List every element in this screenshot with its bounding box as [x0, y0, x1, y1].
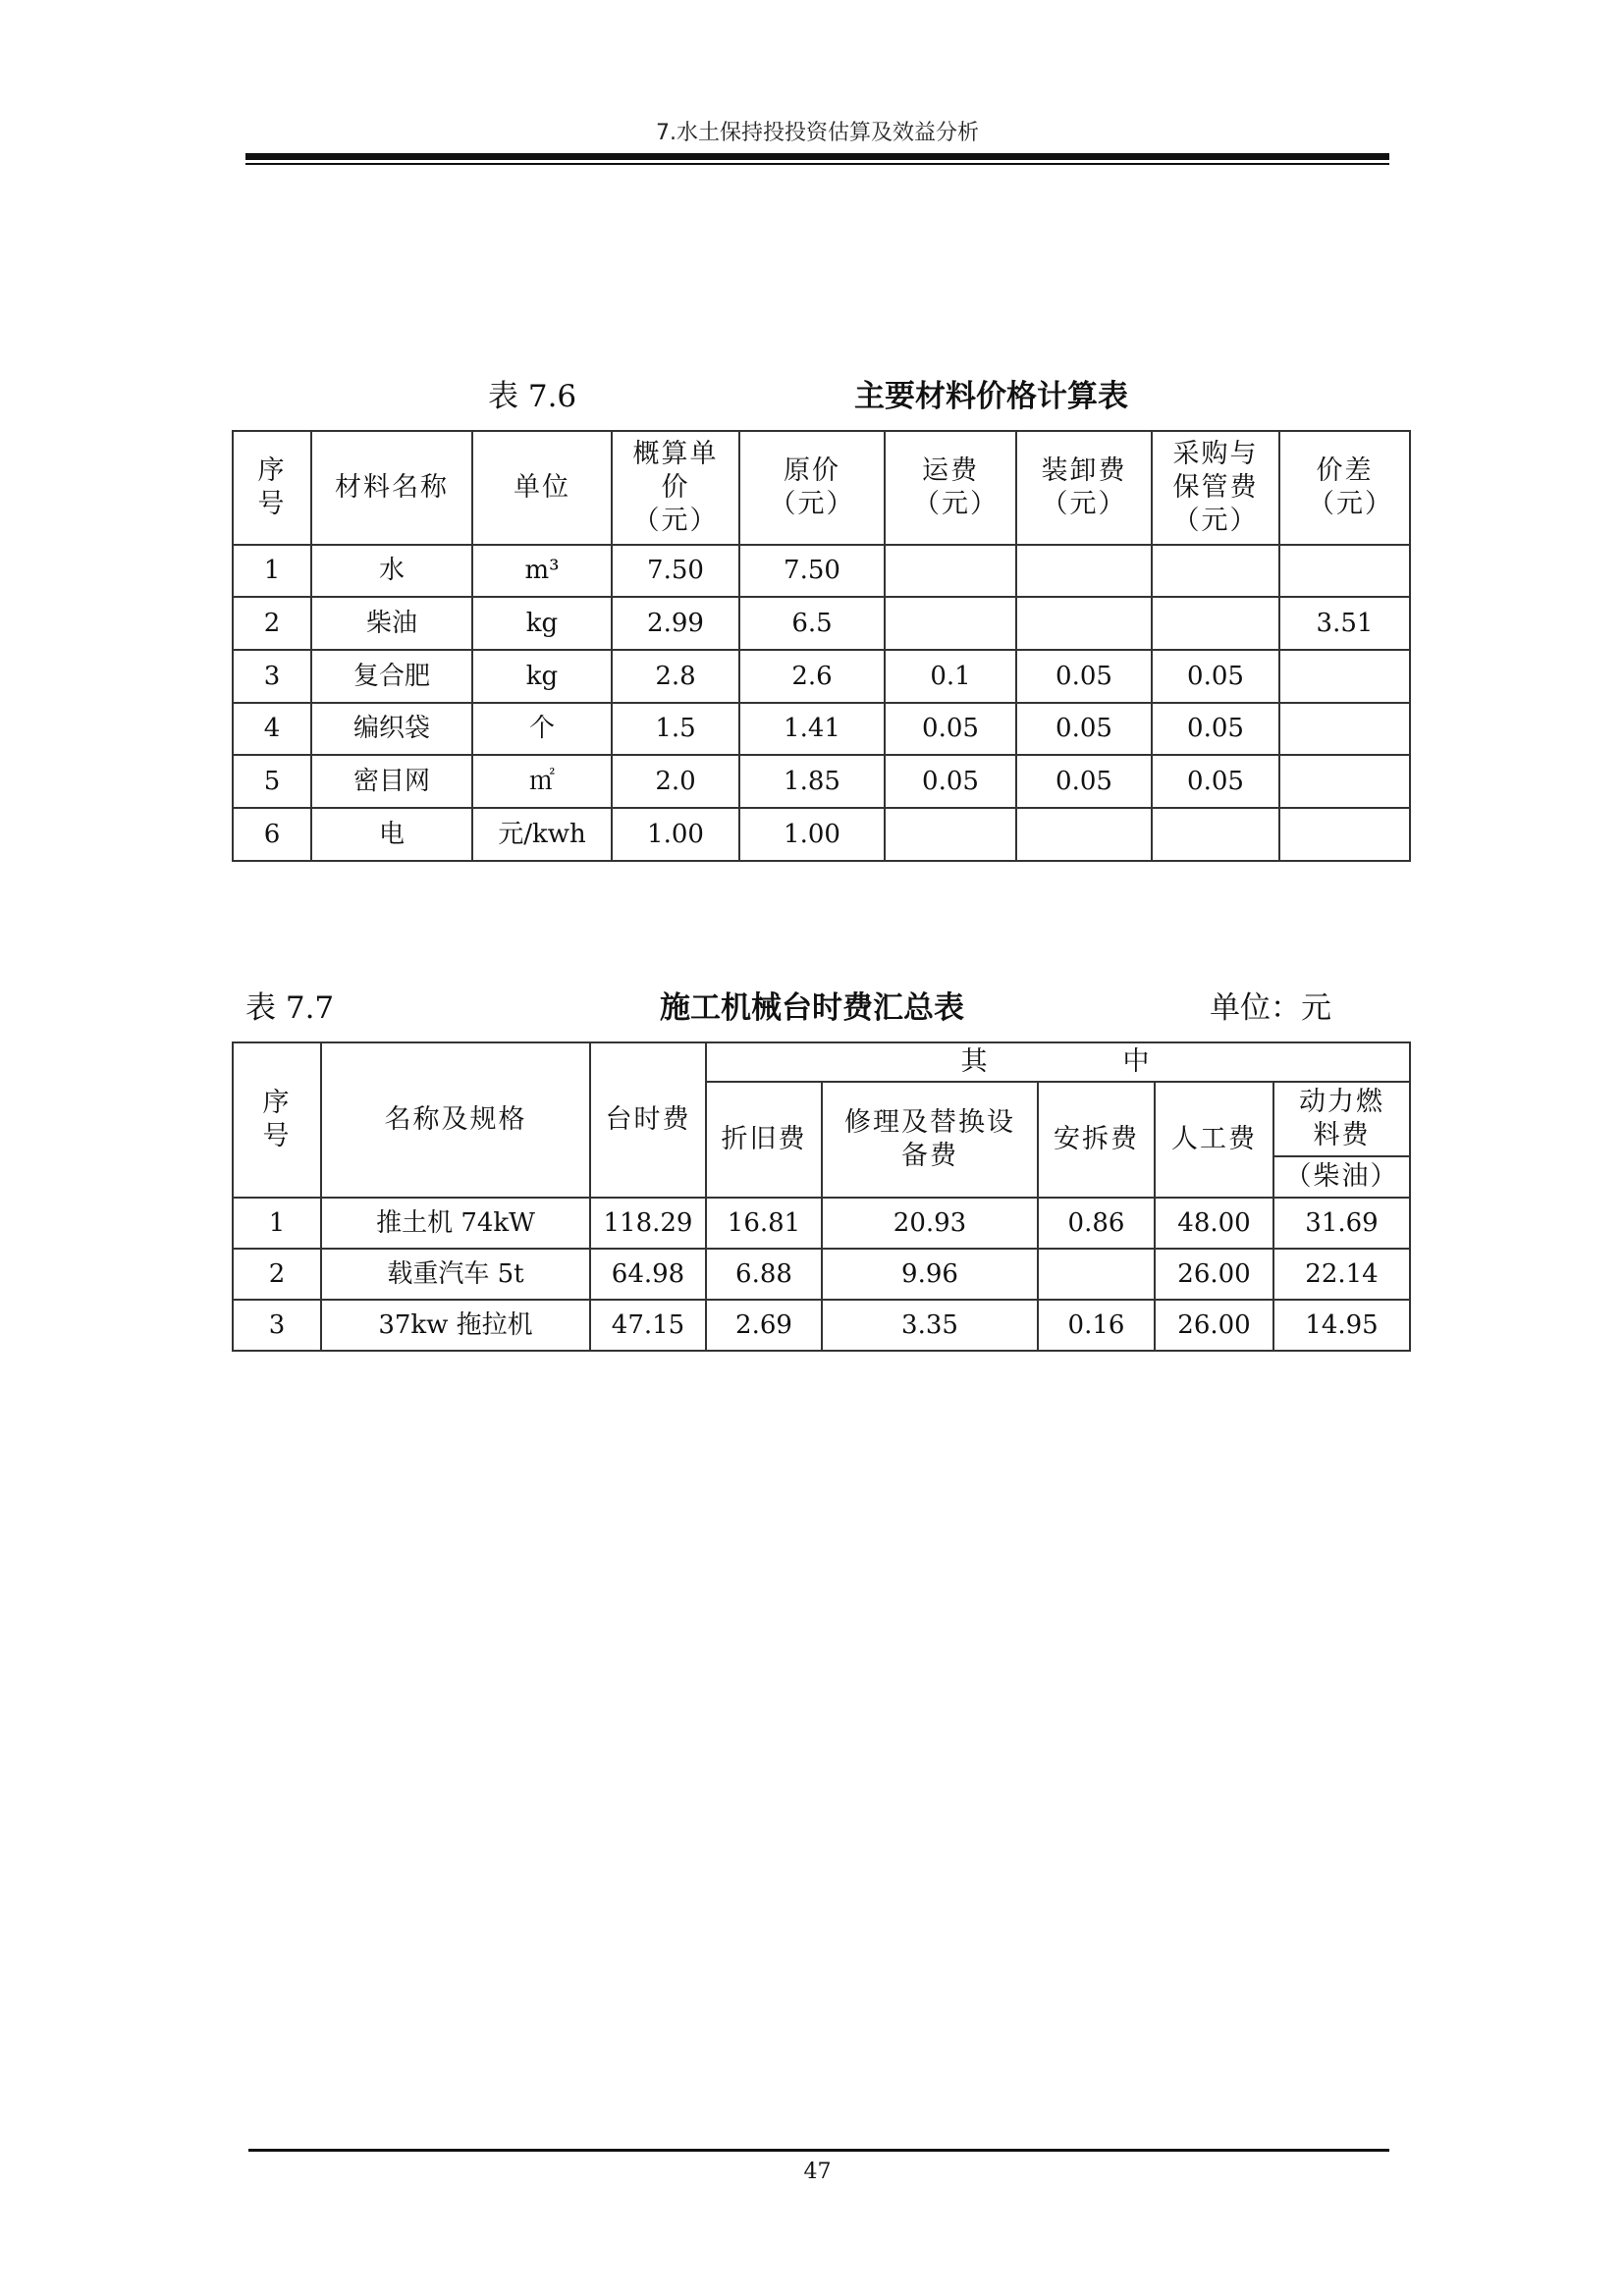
- table76-header-cell: 序号: [233, 431, 311, 545]
- table-cell: 0.1: [885, 650, 1016, 703]
- table-cell: 47.15: [590, 1300, 706, 1351]
- table-cell: 2.69: [706, 1300, 822, 1351]
- table-cell: kg: [472, 650, 612, 703]
- table-cell: 3: [233, 650, 311, 703]
- table-cell: kg: [472, 597, 612, 650]
- table77-header-cell: 修理及替换设备费: [822, 1082, 1038, 1198]
- table-row: [233, 650, 1410, 703]
- table77: [232, 1041, 1411, 1352]
- table-cell: [885, 808, 1016, 861]
- table77-header-cell: （柴油）: [1273, 1156, 1410, 1198]
- table76-header-cell: 原价（元）: [739, 431, 885, 545]
- table-cell: [885, 597, 1016, 650]
- table77-title: 施工机械台时费汇总表: [660, 990, 964, 1026]
- table-cell: 1: [233, 545, 311, 597]
- table76-title: 主要材料价格计算表: [854, 379, 1128, 414]
- table-cell: 2.6: [739, 650, 885, 703]
- table-cell: [1279, 808, 1410, 861]
- table-cell: 0.16: [1038, 1300, 1155, 1351]
- table77-header-cell: 折旧费: [706, 1082, 822, 1198]
- table-cell: 密目网: [311, 755, 472, 808]
- table-cell: 1.00: [612, 808, 739, 861]
- footer-rule: [248, 2149, 1389, 2152]
- table76-header-row: [233, 431, 1410, 545]
- table77-header-cell: 名称及规格: [321, 1042, 590, 1198]
- table76-header-cell: 材料名称: [311, 431, 472, 545]
- table-cell: 0.05: [1016, 650, 1152, 703]
- table76-header-cell: 装卸费（元）: [1016, 431, 1152, 545]
- table-cell: 0.05: [1152, 650, 1279, 703]
- table-cell: [1152, 808, 1279, 861]
- table-cell: 0.05: [1016, 703, 1152, 755]
- table-cell: [1152, 545, 1279, 597]
- table77-label: 表 7.7: [245, 990, 335, 1026]
- table-cell: 2: [233, 597, 311, 650]
- table-cell: 2: [233, 1249, 321, 1300]
- table-cell: 2.0: [612, 755, 739, 808]
- table-cell: [1279, 703, 1410, 755]
- table77-header-cell: 动力燃料费: [1273, 1082, 1410, 1156]
- table-row: [233, 597, 1410, 650]
- table-cell: 14.95: [1273, 1300, 1410, 1351]
- table-cell: 3: [233, 1300, 321, 1351]
- table77-header-cell: 序号: [233, 1042, 321, 1198]
- table-cell: 6.88: [706, 1249, 822, 1300]
- table-cell: 元/kwh: [472, 808, 612, 861]
- table76-header-cell: 运费（元）: [885, 431, 1016, 545]
- table77-unit: 单位：元: [1210, 990, 1331, 1026]
- table77-header-row: [233, 1042, 1410, 1082]
- table-row: [233, 755, 1410, 808]
- page-number: 47: [803, 2160, 832, 2184]
- table-cell: 37kw 拖拉机: [321, 1300, 590, 1351]
- table77-header-cell: 安拆费: [1038, 1082, 1155, 1198]
- table-cell: 7.50: [739, 545, 885, 597]
- table-cell: 26.00: [1155, 1249, 1273, 1300]
- table-cell: 48.00: [1155, 1198, 1273, 1249]
- table-cell: 9.96: [822, 1249, 1038, 1300]
- table-cell: [1016, 597, 1152, 650]
- table76-header-cell: 单位: [472, 431, 612, 545]
- table-cell: 复合肥: [311, 650, 472, 703]
- table-cell: 水: [311, 545, 472, 597]
- table-row: [233, 808, 1410, 861]
- table-cell: 1.5: [612, 703, 739, 755]
- table-cell: 1: [233, 1198, 321, 1249]
- table-cell: 6.5: [739, 597, 885, 650]
- table-cell: 3.51: [1279, 597, 1410, 650]
- table-row: [233, 1249, 1410, 1300]
- table-cell: 64.98: [590, 1249, 706, 1300]
- table-cell: [1016, 808, 1152, 861]
- table-cell: 0.05: [1152, 755, 1279, 808]
- table76-header-cell: 采购与保管费（元）: [1152, 431, 1279, 545]
- table-cell: 3.35: [822, 1300, 1038, 1351]
- table-cell: 推土机 74kW: [321, 1198, 590, 1249]
- table-row: [233, 1300, 1410, 1351]
- table-cell: 31.69: [1273, 1198, 1410, 1249]
- table-cell: 2.8: [612, 650, 739, 703]
- table-cell: [1279, 545, 1410, 597]
- table-cell: [1152, 597, 1279, 650]
- table-cell: 电: [311, 808, 472, 861]
- table76-header-cell: 概算单价（元）: [612, 431, 739, 545]
- table-cell: 6: [233, 808, 311, 861]
- table-cell: 编织袋: [311, 703, 472, 755]
- table-cell: 4: [233, 703, 311, 755]
- header-rule-thin: [245, 163, 1389, 165]
- table-cell: 16.81: [706, 1198, 822, 1249]
- table-cell: 7.50: [612, 545, 739, 597]
- table-cell: 20.93: [822, 1198, 1038, 1249]
- table-cell: [1279, 650, 1410, 703]
- table-cell: 1.00: [739, 808, 885, 861]
- table-cell: 5: [233, 755, 311, 808]
- table76-header-cell: 价差（元）: [1279, 431, 1410, 545]
- table-cell: 1.85: [739, 755, 885, 808]
- table-cell: [885, 545, 1016, 597]
- table-row: [233, 703, 1410, 755]
- table-cell: 1.41: [739, 703, 885, 755]
- table-row: [233, 1198, 1410, 1249]
- table-cell: m³: [472, 545, 612, 597]
- table-cell: 0.05: [885, 703, 1016, 755]
- table-cell: 118.29: [590, 1198, 706, 1249]
- table-cell: 2.99: [612, 597, 739, 650]
- table-cell: [1279, 755, 1410, 808]
- table-cell: 载重汽车 5t: [321, 1249, 590, 1300]
- table-cell: 0.05: [1016, 755, 1152, 808]
- table-cell: [1016, 545, 1152, 597]
- table-row: [233, 545, 1410, 597]
- table77-group-header: 其 中: [706, 1042, 1410, 1082]
- running-header: 7.水土保持投投资估算及效益分析: [656, 121, 979, 145]
- table-cell: 0.05: [1152, 703, 1279, 755]
- table-cell: ㎡: [472, 755, 612, 808]
- table-cell: 0.05: [885, 755, 1016, 808]
- table-cell: 22.14: [1273, 1249, 1410, 1300]
- table76: [232, 430, 1411, 862]
- table-cell: 柴油: [311, 597, 472, 650]
- header-rule-thick: [245, 153, 1389, 160]
- table-cell: 0.86: [1038, 1198, 1155, 1249]
- table77-header-cell: 台时费: [590, 1042, 706, 1198]
- table-cell: [1038, 1249, 1155, 1300]
- table77-header-cell: 人工费: [1155, 1082, 1273, 1198]
- table76-label: 表 7.6: [488, 379, 577, 414]
- table-cell: 个: [472, 703, 612, 755]
- table-cell: 26.00: [1155, 1300, 1273, 1351]
